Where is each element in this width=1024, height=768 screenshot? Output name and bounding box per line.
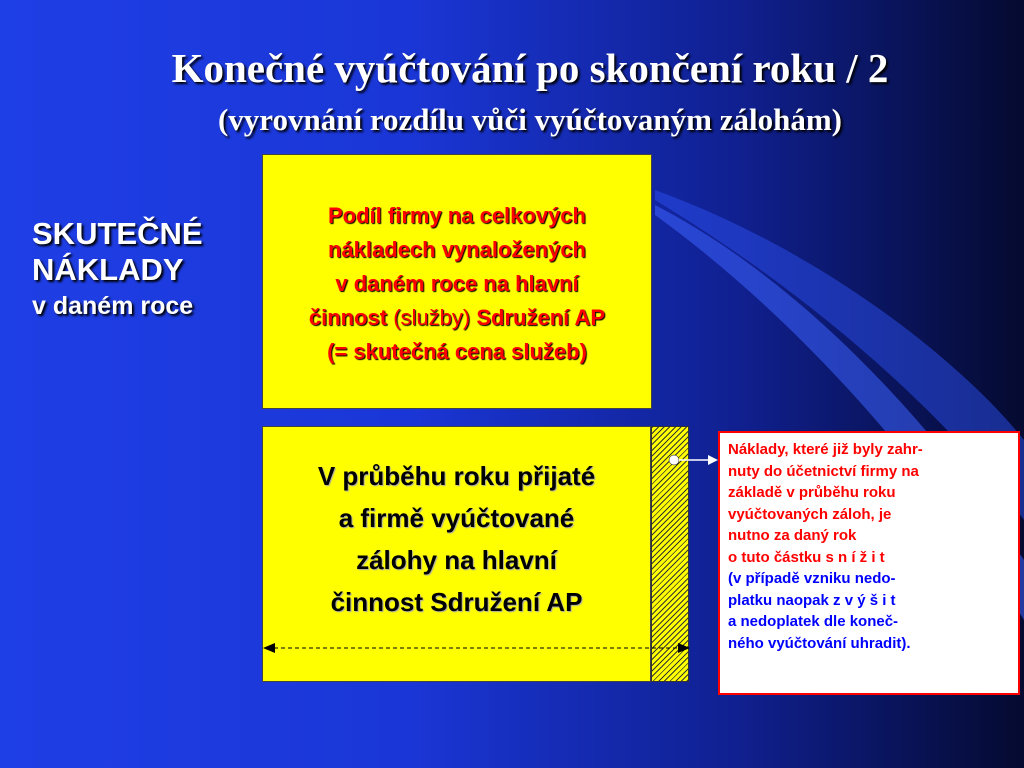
note-blue-line: (v případě vzniku nedo- (728, 570, 896, 587)
note-red-line: nutno za daný rok (728, 527, 857, 544)
actual-costs-line3: v daném roce (32, 292, 194, 320)
cost-share-line1: Podíl firmy na celkových (328, 203, 586, 228)
note-red-line: Náklady, které již byly zahr- (728, 441, 923, 458)
note-red-line: vyúčtovaných záloh, je (728, 505, 892, 523)
note-blue-line: a nedoplatek dle koneč- (728, 613, 899, 630)
adjustment-note (718, 431, 1020, 695)
actual-costs-line2: NÁKLADY (32, 252, 184, 287)
dashed-double-arrow (263, 643, 690, 653)
advances-line3: zálohy na hlavní (356, 545, 557, 575)
cost-share-line4-b: (služby) (393, 305, 471, 330)
slide-subtitle: (vyrovnání rozdílu vůči vyúčtovaným zálohám) (217, 102, 843, 137)
slide-title: Konečné vyúčtování po skončení roku / 2 (171, 45, 889, 91)
advances-line1: V průběhu roku přijaté (317, 461, 596, 491)
cost-share-line4-a: činnost (308, 305, 394, 330)
note-blue-line: platku naopak z v ý š i t (728, 591, 896, 609)
advances-line4: činnost Sdružení AP (330, 587, 583, 617)
note-red-line: nuty do účetnictví firmy na (728, 462, 919, 480)
cost-share-line4-c: Sdružení AP (470, 305, 606, 330)
cost-share-line3: v daném roce na hlavní (335, 271, 579, 296)
note-red-line: základě v průběhu roku (728, 484, 896, 501)
note-red-line: o tuto částku s n í ž i t (728, 548, 885, 566)
advances-line2: a firmě vyúčtované (338, 503, 575, 533)
note-blue-line: ného vyúčtování uhradit). (728, 634, 911, 652)
pointer-arrow (669, 455, 718, 465)
cost-share-line2: nákladech vynaložených (328, 237, 586, 262)
cost-share-line5: (= skutečná cena služeb) (327, 339, 587, 364)
actual-costs-line1: SKUTEČNÉ (32, 216, 203, 251)
